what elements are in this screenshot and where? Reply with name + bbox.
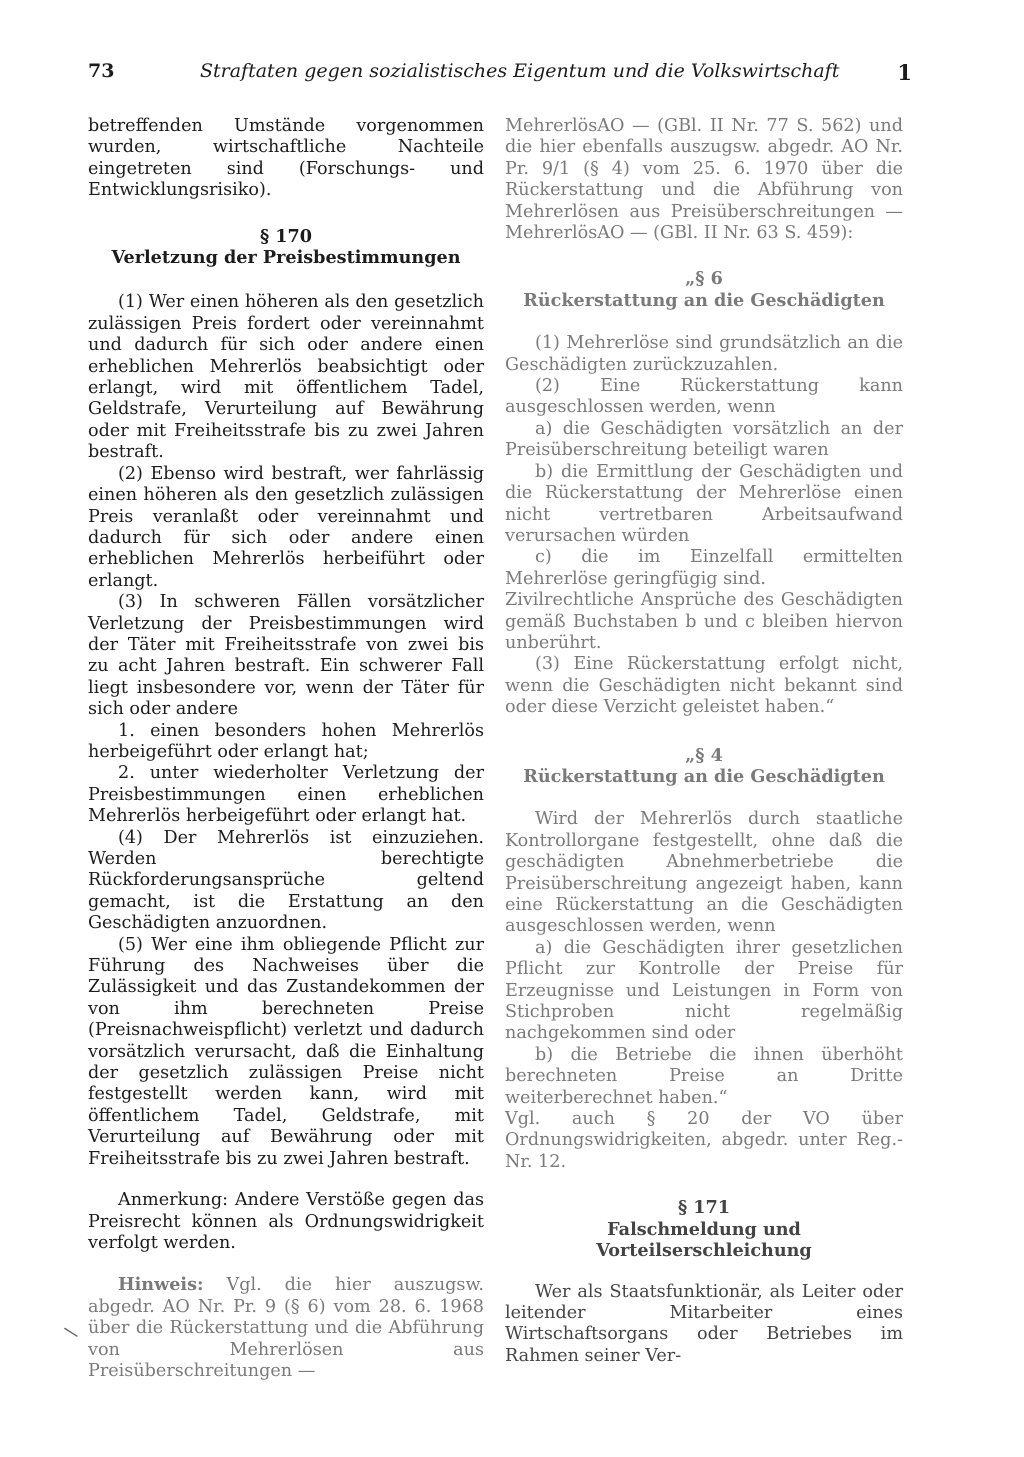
quoted-6-para-2: (2) Eine Rückerstattung kann ausgeschlossen werden, wenn (505, 376, 903, 418)
section-170-para-2: (2) Ebenso wird bestraft, wer fahrlässig einen höheren als den gesetzlich zulässigen Preis veranlaßt oder vereinnahmt und dadurch für sich oder andere einen erheblichen Mehrerlös herbeiführt oder erlangt. (88, 463, 484, 591)
section-170-number: § 170 (259, 225, 313, 247)
section-170-para-5: (5) Wer eine ihm obliegende Pflicht zur Führung des Nachweises über die Zulässigkeit und das Zustandekommen der von ihm berechneten Preise (Preisnachweispflicht) verletzt und dadurch vorsätzlich verursacht, daß die Einhaltung der gesetzlich zulässigen Preise nicht festgestellt werden kann, wird mit öffentlichem Tadel, Geldstrafe, mit Verurteilung auf Bewährung oder mit Freiheitsstrafe bis zu zwei Jahren bestraft. (88, 934, 484, 1169)
page-number: 73 (88, 60, 115, 82)
quoted-6-para-1: (1) Mehrerlöse sind grundsätzlich an die Geschädigten zurückzuzahlen. (505, 333, 903, 375)
quoted-6-para-3: (3) Eine Rückerstattung erfolgt nicht, wenn die Geschädigten nicht bekannt sind oder diese Verzicht geleistet haben.“ (505, 654, 903, 718)
ordnungswidrigkeiten-reference: Vgl. auch § 20 der VO über Ordnungswidrigkeiten, abgedr. unter Reg.-Nr. 12. (505, 1109, 903, 1172)
quoted-4-item-b: b) die Betriebe die ihnen überhöht berechneten Preise an Dritte weiterberechnet haben.“ (505, 1044, 903, 1108)
quoted-6-item-b: b) die Ermittlung der Geschädigten und die Rückerstattung der Mehrerlöse einen nicht vertretbaren Arbeitsaufwand verursachen würden (505, 461, 903, 546)
running-header (88, 60, 912, 90)
section-170-para-4: (4) Der Mehrerlös ist einzuziehen. Werden berechtigte Rückforderungsansprüche geltend gemacht, ist die Erstattung an den Geschädigten anzuordnen. (88, 827, 484, 934)
reference-label: Hinweis: (118, 1274, 204, 1296)
reference-note (88, 1274, 484, 1382)
quoted-6-civil-claims: Zivilrechtliche Ansprüche des Geschädigten gemäß Buchstaben b und c bleiben hiervon unberührt. (505, 590, 903, 653)
quoted-6-item-c: c) die im Einzelfall ermittelten Mehrerlöse geringfügig sind. (505, 547, 903, 589)
running-title: Straftaten gegen sozialistisches Eigentum und die Volkswirtschaft (200, 60, 840, 82)
quoted-section-4-number: „§ 4 (685, 744, 723, 766)
section-170-item-2: 2. unter wiederholter Verletzung der Preisbestimmungen einen erheblichen Mehrerlös herbeigeführt oder erlangt hat. (88, 763, 484, 827)
section-170-para-3: (3) In schweren Fällen vorsätzlicher Verletzung der Preisbestimmungen wird der Täter mit Freiheitsstrafe von zwei bis zu acht Jahren bestraft. Ein schwerer Fall liegt insbesondere vor, wenn der Täter für sich oder andere (88, 592, 484, 720)
quoted-4-item-a: a) die Geschädigten ihrer gesetzlichen Pflicht zur Kontrolle der Preise für Erzeugnisse und Leistungen in Form von Stichproben nicht regelmäßig nachgekommen sind oder (505, 937, 903, 1044)
section-171-title: Falschmeldung und Vorteilserschleichung (596, 1218, 812, 1262)
section-170-para-1: (1) Wer einen höheren als den gesetzlich zulässigen Preis fordert oder vereinnahmt und dadurch für sich oder andere einen erheblichen Mehrerlös beabsichtigt oder erlangt, wird mit öffentlichem Tadel, Geldstrafe, Verurteilung auf Bewährung oder mit Freiheitsstrafe bis zu zwei Jahren bestraft. (88, 292, 484, 463)
left-column (88, 116, 484, 1382)
chapter-number: 1 (897, 60, 912, 85)
continued-paragraph: betreffenden Umstände vorgenommen wurden, wirtschaftliche Nachteile eingetreten sind (Forschungs- und Entwicklungsrisiko). (88, 116, 484, 201)
section-171-number: § 171 (677, 1197, 731, 1219)
section-171-para: Wer als Staatsfunktionär, als Leiter oder leitender Mitarbeiter eines Wirtschaftsorgans oder Betriebes im Rahmen seiner Ver- (505, 1281, 903, 1366)
section-170-title: Verletzung der Preisbestimmungen (111, 247, 461, 269)
reference-text: Vgl. die hier auszugsw. abgedr. AO Nr. Pr. 9 (§ 6) vom 28. 6. 1968 über die Rückerstattung und die Abführung von Mehrerlösen aus Preisüberschreitungen — (88, 1275, 485, 1381)
quoted-4-para: Wird der Mehrerlös durch staatliche Kontrollorgane festgestellt, ohne daß die geschädigten Abnehmerbetriebe die Preisüberschreitung angezeigt haben, kann eine Rückerstattung an die Geschädigten ausgeschlossen werden, wenn (505, 809, 903, 937)
reference-continued: MehrerlösAO — (GBl. II Nr. 77 S. 562) und die hier ebenfalls auszugsw. abgedr. AO Nr. Pr. 9/1 (§ 4) vom 25. 6. 1970 über die Rückerstattung und die Abführung von Mehrerlösen aus Preisüberschreitungen — MehrerlösAO — (GBl. II Nr. 63 S. 459): (505, 116, 903, 244)
quoted-section-6-title: Rückerstattung an die Geschädigten (523, 289, 885, 311)
quoted-section-4-title: Rückerstattung an die Geschädigten (523, 765, 885, 787)
right-column (505, 116, 903, 1367)
quoted-section-6-number: „§ 6 (685, 268, 723, 290)
margin-pen-mark: \ (61, 1322, 81, 1343)
annotation-note: Anmerkung: Andere Verstöße gegen das Preisrecht können als Ordnungswidrigkeit verfolgt werden. (88, 1190, 484, 1253)
section-170-item-1: 1. einen besonders hohen Mehrerlös herbeigeführt oder erlangt hat; (88, 720, 484, 762)
quoted-6-item-a: a) die Geschädigten vorsätzlich an der Preisüberschreitung beteiligt waren (505, 418, 903, 461)
